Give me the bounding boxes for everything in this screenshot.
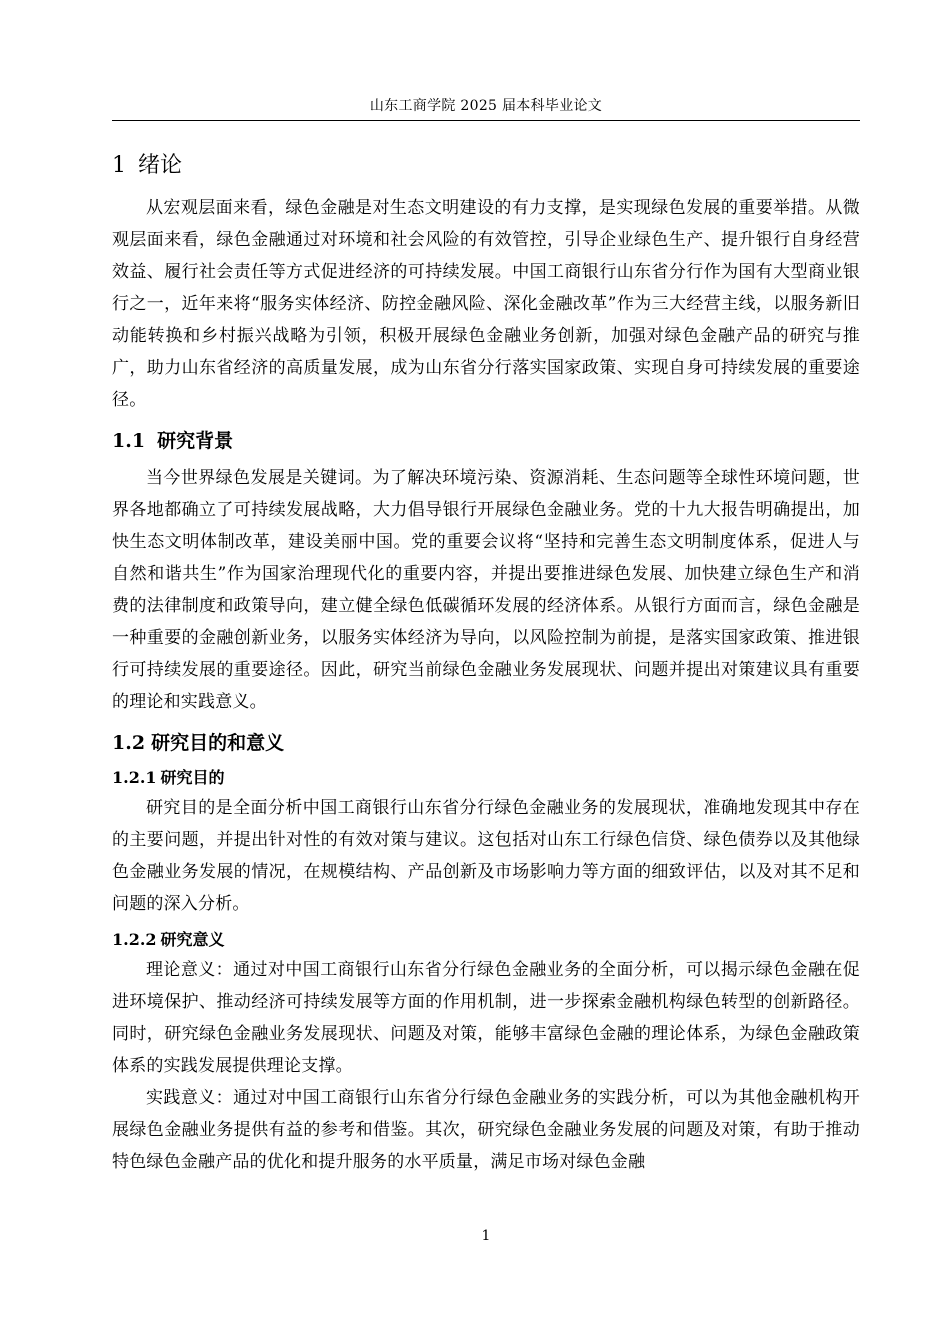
chapter-title: 绪论 <box>138 153 183 178</box>
subsection-heading-1-2-1 <box>112 764 860 792</box>
subsection-title: 研究意义 <box>160 930 225 949</box>
section-heading-1-1 <box>112 426 860 456</box>
purpose-paragraph: 研究目的是全面分析中国工商银行山东省分行绿色金融业务的发展现状，准确地发现其中存在的主要问题，并提出针对性的有效对策与建议。这包括对山东工行绿色信贷、绿色债券以及其他绿色金融业务发展的情况，在规模结构、产品创新及市场影响力等方面的细致评估，以及对其不足和问题的深入分析。 <box>112 798 860 914</box>
header-rule <box>112 120 860 121</box>
subsection-title: 研究目的 <box>160 768 225 787</box>
practical-significance-paragraph: 实践意义：通过对中国工商银行山东省分行绿色金融业务的实践分析，可以为其他金融机构开展绿色金融业务提供有益的参考和借鉴。其次，研究绿色金融业务发展的问题及对策，有助于推动特色绿色金融产品的优化和提升服务的水平质量，满足市场对绿色金融 <box>112 1088 860 1172</box>
section-number: 1.2 <box>112 732 146 754</box>
subsection-number: 1.2.1 <box>112 768 157 787</box>
section-title: 研究目的和意义 <box>151 732 285 754</box>
background-paragraph: 当今世界绿色发展是关键词。为了解决环境污染、资源消耗、生态问题等全球性环境问题，世界各地都确立了可持续发展战略，大力倡导银行开展绿色金融业务。党的十九大报告明确提出，加快生态文明体制改革，建设美丽中国。党的重要会议将“坚持和完善生态文明制度体系，促进人与自然和谐共生”作为国家治理现代化的重要内容，并提出要推进绿色发展、加快建立绿色生产和消费的法律制度和政策导向，建立健全绿色低碳循环发展的经济体系。从银行方面而言，绿色金融是一种重要的金融创新业务，以服务实体经济为导向，以风险控制为前提，是落实国家政策、推进银行可持续发展的重要途径。因此，研究当前绿色金融业务发展现状、问题并提出对策建议具有重要的理论和实践意义。 <box>112 468 860 712</box>
chapter-intro-paragraph: 从宏观层面来看，绿色金融是对生态文明建设的有力支撑，是实现绿色发展的重要举措。从微观层面来看，绿色金融通过对环境和社会风险的有效管控，引导企业绿色生产、提升银行自身经营效益、履行社会责任等方式促进经济的可持续发展。中国工商银行山东省分行作为国有大型商业银行之一，近年来将“服务实体经济、防控金融风险、深化金融改革”作为三大经营主线，以服务新旧动能转换和乡村振兴战略为引领，积极开展绿色金融业务创新，加强对绿色金融产品的研究与推广，助力山东省经济的高质量发展，成为山东省分行落实国家政策、实现自身可持续发展的重要途径。 <box>112 198 860 410</box>
section-title: 研究背景 <box>157 430 234 452</box>
subsection-number: 1.2.2 <box>112 930 157 949</box>
section-number: 1.1 <box>112 430 146 452</box>
running-header: 山东工商学院 2025 届本科毕业论文 <box>369 98 603 114</box>
section-heading-1-2 <box>112 728 860 758</box>
chapter-number: 1 <box>112 153 126 178</box>
theoretical-significance-paragraph: 理论意义：通过对中国工商银行山东省分行绿色金融业务的全面分析，可以揭示绿色金融在促进环境保护、推动经济可持续发展等方面的作用机制，进一步探索金融机构绿色转型的创新路径。同时，研究绿色金融业务发展现状、问题及对策，能够丰富绿色金融的理论体系，为绿色金融政策体系的实践发展提供理论支撑。 <box>112 960 860 1076</box>
chapter-heading <box>112 146 860 186</box>
subsection-heading-1-2-2 <box>112 926 860 954</box>
page-body <box>112 146 860 1178</box>
page-number: 1 <box>481 1228 491 1244</box>
